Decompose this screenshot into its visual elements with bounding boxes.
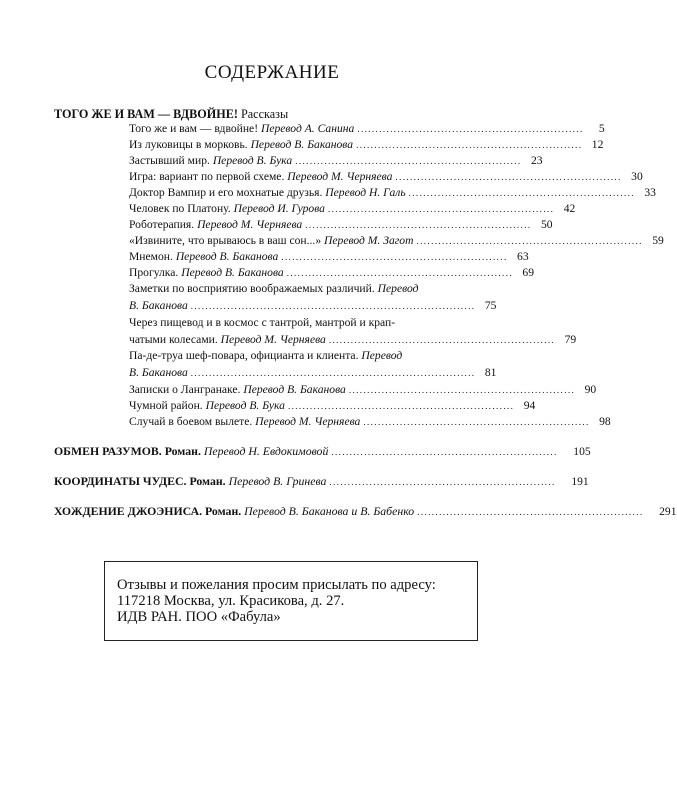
page-number: 75 xyxy=(484,299,497,312)
dot-leader: .............................................................................. xyxy=(190,301,476,311)
dot-leader: .............................................................. xyxy=(287,401,515,411)
page-number: 90 xyxy=(584,383,597,396)
note-line: Отзывы и пожелания просим присылать по адресу: xyxy=(117,577,436,593)
story-translator: Перевод М. Черняева xyxy=(197,218,303,231)
story-translator: Перевод М. Черняева xyxy=(220,333,326,346)
story-title: Доктор Вампир и его мохнатые друзья. xyxy=(129,186,323,199)
page-number: 42 xyxy=(563,202,576,215)
story-translator-cont: В. Баканова xyxy=(129,299,188,312)
dot-leader: .............................................................. xyxy=(356,140,583,150)
dot-leader: .............................................................. xyxy=(327,204,555,214)
toc-entry xyxy=(129,399,536,413)
note-line: ИДВ РАН. ПОО «Фабула» xyxy=(117,609,281,625)
toc-entry xyxy=(129,122,605,136)
story-title: Прогулка. xyxy=(129,266,179,279)
story-translator: Перевод М. Черняева xyxy=(287,170,393,183)
story-translator: Перевод М. Загот xyxy=(324,234,414,247)
story-title: Заметки по восприятию воображаемых различий. xyxy=(129,282,375,295)
page-number: 33 xyxy=(644,186,656,199)
page-number: 79 xyxy=(564,333,577,346)
novel-translator: Перевод Н. Евдокимовой xyxy=(203,444,329,458)
story-translator: Перевод В. Бука xyxy=(205,399,285,412)
novel-title: ХОЖДЕНИЕ ДЖОЭНИСА. xyxy=(54,504,203,518)
page-number: 5 xyxy=(598,122,605,135)
dot-leader: .............................................................. xyxy=(329,477,556,487)
page-number: 81 xyxy=(484,366,497,379)
dot-leader: .............................................................. xyxy=(357,124,584,134)
toc-entry xyxy=(129,415,611,429)
dot-leader: .............................................................. xyxy=(295,156,522,166)
story-translator: Перевод В. Бука xyxy=(212,154,293,167)
story-translator-cont: В. Баканова xyxy=(129,366,188,379)
story-title: Того же и вам — вдвойне! xyxy=(129,122,259,135)
dot-leader: .............................................................. xyxy=(416,236,643,246)
story-translator: Перевод М. Черняева xyxy=(255,415,361,428)
section-title xyxy=(54,107,288,121)
dot-leader: .............................................................................. xyxy=(190,368,476,378)
dot-leader: .............................................................. xyxy=(286,268,514,278)
story-title: Мнемон. xyxy=(129,250,173,263)
toc-entry xyxy=(129,282,497,313)
story-title: Человек по Платону. xyxy=(129,202,231,215)
toc-entry xyxy=(129,250,529,264)
page-number: 30 xyxy=(631,170,643,183)
dot-leader: .............................................................. xyxy=(281,252,508,262)
toc-entry xyxy=(129,266,535,280)
story-translator: Перевод В. Баканова xyxy=(175,250,279,263)
page-number: 94 xyxy=(523,399,536,412)
dot-leader: .............................................................. xyxy=(363,417,590,427)
novel-genre: Роман. xyxy=(189,474,226,488)
novel-genre: Роман. xyxy=(205,504,242,518)
story-translator: Перевод А. Санина xyxy=(260,122,355,135)
story-translator: Перевод В. Баканова xyxy=(250,138,354,151)
story-title: Из луковицы в морковь. xyxy=(129,138,248,151)
page-number: 12 xyxy=(591,138,604,151)
toc-entry-novel xyxy=(54,504,677,518)
novel-genre: Роман. xyxy=(164,444,201,458)
story-title: Роботерапия. xyxy=(129,218,195,231)
story-title: Па-де-труа шеф-повара, официанта и клиента. xyxy=(129,349,359,362)
dot-leader: .............................................................. xyxy=(328,335,556,345)
toc-entry xyxy=(129,202,576,216)
dot-leader: .............................................................. xyxy=(305,220,532,230)
dot-leader: .............................................................. xyxy=(395,172,622,182)
page-number: 23 xyxy=(530,154,543,167)
story-translator: Перевод В. Баканова xyxy=(243,383,346,396)
novel-translator: Перевод В. Баканова и В. Бабенко xyxy=(244,504,415,518)
story-title-cont: чатыми колесами. xyxy=(129,333,218,346)
story-translator: Перевод И. Гурова xyxy=(233,202,325,215)
page-number: 191 xyxy=(571,475,589,488)
toc-entry xyxy=(129,234,664,248)
page-number: 69 xyxy=(522,266,535,279)
dot-leader: .............................................................. xyxy=(417,507,644,517)
toc-entry xyxy=(129,154,543,168)
novel-title: КООРДИНАТЫ ЧУДЕС. xyxy=(54,474,187,488)
toc-entry xyxy=(129,218,553,232)
story-translator: Перевод Н. Галь xyxy=(325,186,406,199)
story-title: Случай в боевом вылете. xyxy=(129,415,253,428)
novel-translator: Перевод В. Гринева xyxy=(228,474,327,488)
toc-entry xyxy=(129,170,643,184)
page-number: 98 xyxy=(599,415,611,428)
toc-entry xyxy=(129,186,656,200)
toc-entry xyxy=(129,383,597,397)
dot-leader: .............................................................. xyxy=(348,385,576,395)
dot-leader: .............................................................. xyxy=(331,447,558,457)
page-number: 291 xyxy=(659,505,677,518)
toc-entry xyxy=(129,316,577,347)
novel-title: ОБМЕН РАЗУМОВ. xyxy=(54,444,162,458)
story-translator: Перевод xyxy=(361,349,403,362)
toc-entry xyxy=(129,349,497,380)
dot-leader: .............................................................. xyxy=(408,188,635,198)
toc-entry-novel xyxy=(54,444,591,458)
page-number: 59 xyxy=(652,234,664,247)
story-title: Застывший мир. xyxy=(129,154,210,167)
page-number: 50 xyxy=(540,218,553,231)
page-title: СОДЕРЖАНИЕ xyxy=(204,62,340,83)
publisher-note-box xyxy=(104,561,478,641)
toc-entry xyxy=(129,138,604,152)
section-subtitle: Рассказы xyxy=(240,107,289,121)
story-title: Записки о Лангранаке. xyxy=(129,383,241,396)
story-title: Игра: вариант по первой схеме. xyxy=(129,170,285,183)
story-title: «Извините, что врываюсь в ваш сон...» xyxy=(129,234,322,247)
story-translator: Перевод xyxy=(377,282,419,295)
story-title: Чумной район. xyxy=(129,399,203,412)
story-title: Через пищевод и в космос с тантрой, мантрой и крап- xyxy=(129,316,396,329)
toc-entry-novel xyxy=(54,474,589,488)
note-line: 117218 Москва, ул. Красикова, д. 27. xyxy=(117,593,345,609)
story-translator: Перевод В. Баканова xyxy=(181,266,284,279)
page-number: 63 xyxy=(517,250,529,263)
section-title-text: ТОГО ЖЕ И ВАМ — ВДВОЙНЕ! xyxy=(54,107,238,121)
page-number: 105 xyxy=(573,445,591,458)
